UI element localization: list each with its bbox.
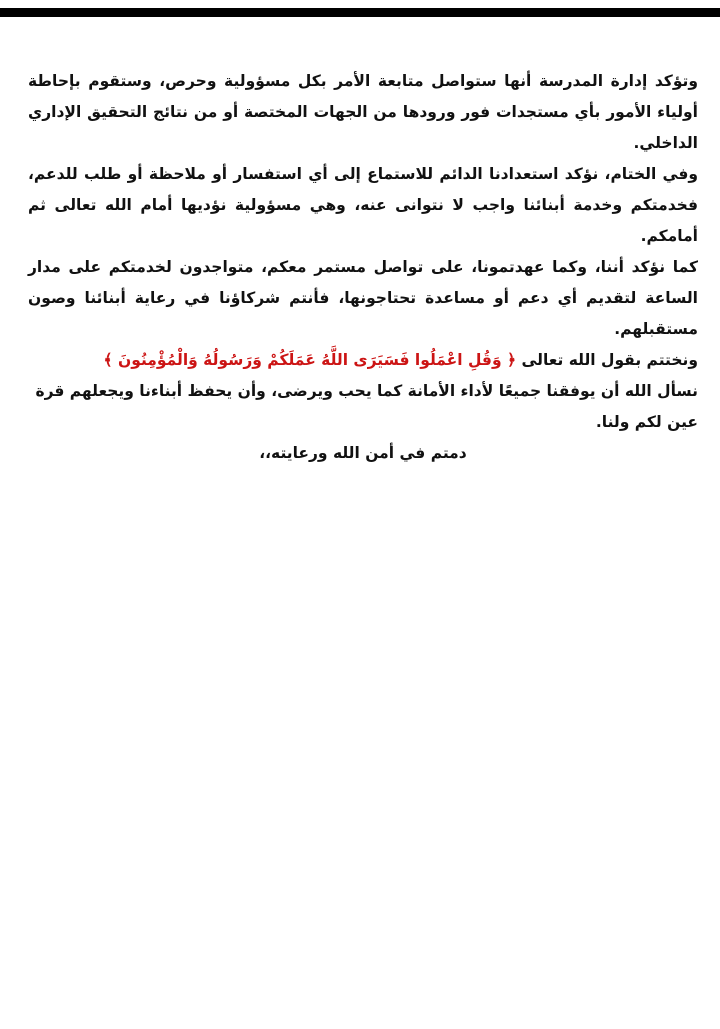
body-paragraph-continuous-contact: كما نؤكد أننا، وكما عهدتمونا، على تواصل مستمر معكم، متواجدون لخدمتكم على مدار الساعة لتقديم أي دعم أو مساعدة تحتاجونها، فأنتم شركاؤنا في رعاية أبنائنا وصون مستقبلهم.: [28, 258, 698, 338]
quran-verse: ﴿ وَقُلِ اعْمَلُوا فَسَيَرَى اللَّهُ عَمَلَكُمْ وَرَسُولُهُ وَالْمُؤْمِنُونَ ﴾: [103, 351, 517, 369]
signoff-line: دمتم في أمن الله ورعايته،،: [259, 444, 467, 462]
quran-quote-intro: ونختتم بقول الله تعالى: [516, 351, 698, 369]
body-paragraph-closing-availability: وفي الختام، نؤكد استعدادنا الدائم للاستماع إلى أي استفسار أو ملاحظة أو طلب للدعم، فخدمتكم وخدمة أبنائنا واجب لا نتوانى عنه، وهي مسؤولية نؤديها أمام الله تعالى ثم أمامكم.: [28, 165, 698, 245]
top-border-bar: [0, 8, 720, 17]
body-paragraph-followup: وتؤكد إدارة المدرسة أنها ستواصل متابعة الأمر بكل مسؤولية وحرص، وستقوم بإحاطة أولياء الأمور بأي مستجدات فور ورودها من الجهات المختصة أو من نتائج التحقيق الإداري الداخلي.: [28, 72, 698, 152]
letter-body: [28, 66, 698, 469]
dua-line: نسأل الله أن يوفقنا جميعًا لأداء الأمانة كما يحب ويرضى، وأن يحفظ أبناءنا ويجعلهم قرة عين لكم ولنا.: [35, 382, 698, 431]
quran-quote-line: [28, 345, 698, 376]
